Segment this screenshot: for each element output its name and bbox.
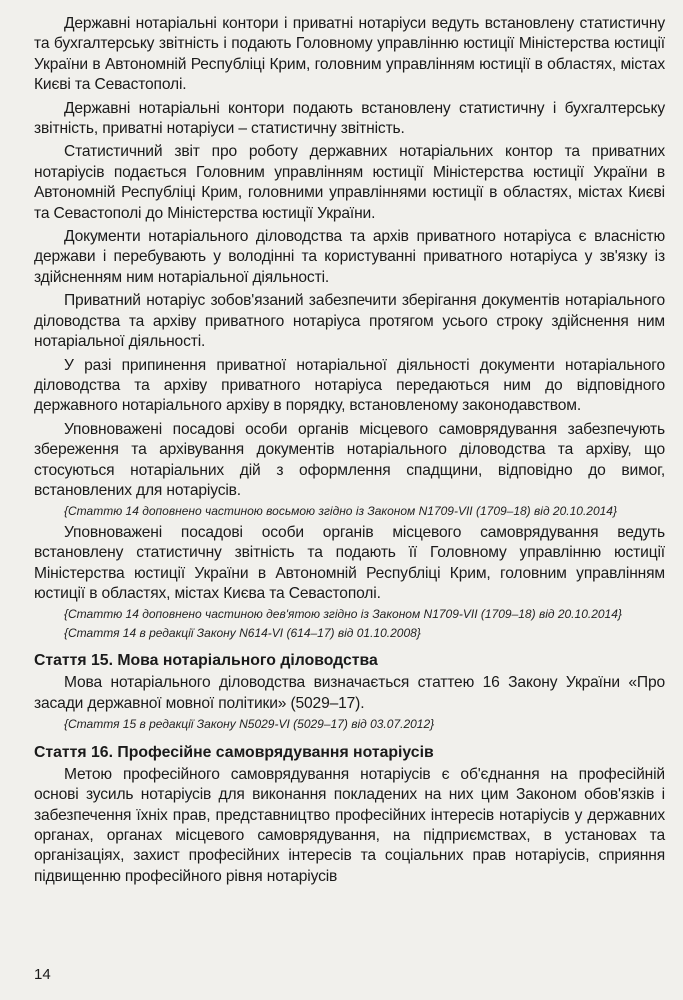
page-number: 14 [34, 966, 51, 983]
paragraph-reporting-types: Державні нотаріальні контори подають встановлену статистичну і бухгалтерську звітність, приватні нотаріуси – статистичну звітність. [34, 99, 665, 138]
paragraph-local-officials-archive: Уповноважені посадові особи органів місцевого самоврядування забезпечують збереження та архівування документів нотаріального діловодства та архіву, що стосуються нотаріальних дій з оформлення спадщини, відповідно до вимог, встановлених для нотаріусів. [34, 420, 665, 499]
paragraph-statistical-report: Статистичний звіт про роботу державних нотаріальних контор та приватних нотаріусів подається Головним управлінням юстиції Міністерства юстиції України в Автономній Республіці Крим, головними управліннями юстиції в областях, містах Києві та Севастополі до Міністерства юстиції України. [34, 143, 665, 222]
paragraph-archive-storage: Приватний нотаріус зобов'язаний забезпечити зберігання документів нотаріального діловодства та архіву приватного нотаріуса протягом усього строку здійснення ним нотаріальної діяльності. [34, 292, 665, 351]
amendment-note: {Статтю 14 доповнено частиною восьмою згідно із Законом N1709-VII (1709–18) від 20.10.2014} [64, 504, 617, 519]
article-16-heading: Стаття 16. Професійне самоврядування нотаріусів [34, 743, 434, 761]
article-15-text: Мова нотаріального діловодства визначається статтею 16 Закону України «Про засади державної мовної політики» (5029–17). [34, 674, 665, 712]
amendment-note: {Статтю 14 доповнено частиною дев'ятою згідно із Законом N1709-VII (1709–18) від 20.10.2014} [64, 607, 622, 622]
paragraph-archive-ownership: Документи нотаріального діловодства та архів приватного нотаріуса є власністю держави і перебувають у володінні та користуванні приватного нотаріуса у зв'язку із здійсненням ним нотаріальної діяльності. [34, 228, 665, 286]
paragraph-reporting: Державні нотаріальні контори і приватні нотаріуси ведуть встановлену статистичну та бухгалтерську звітність і подають Головному управлінню юстиції Міністерства юстиції України в Автономній Республіці Крим, головним управлінням юстиції в областях, містах Києві та Севастополі. [34, 15, 665, 94]
article-15-heading: Стаття 15. Мова нотаріального діловодства [34, 652, 378, 670]
article-16-text: Метою професійного самоврядування нотаріусів є об'єднання на професійній основі зусиль нотаріусів для виконання покладених на них цим Законом обов'язків і забезпечення їхніх прав, представництво професійних інтересів нотаріусів у державних органах, органах місцевого самоврядування, на підприємствах, в установах та організаціях, захист професійних інтересів та соціальних прав нотаріусів, сприяння підвищенню професійного рівня нотаріусів [34, 765, 665, 885]
paragraph-termination: У разі припинення приватної нотаріальної діяльності документи нотаріального діловодства та архіву приватного нотаріуса передаються ним до відповідного державного нотаріального архіву в порядку, встановленому законодавством. [34, 356, 665, 415]
paragraph-local-officials-reporting: Уповноважені посадові особи органів місцевого самоврядування ведуть встановлену статистичну звітність та подають її Головному управлінню юстиції Міністерства юстиції України в Автономній Республіці Крим, головним управлінням юстиції в областях, містах Києва та Севастополі. [34, 523, 665, 603]
amendment-note: {Стаття 14 в редакції Закону N614-VI (614–17) від 01.10.2008} [64, 625, 421, 640]
amendment-note: {Стаття 15 в редакції Закону N5029-VI (5029–17) від 03.07.2012} [64, 717, 435, 732]
